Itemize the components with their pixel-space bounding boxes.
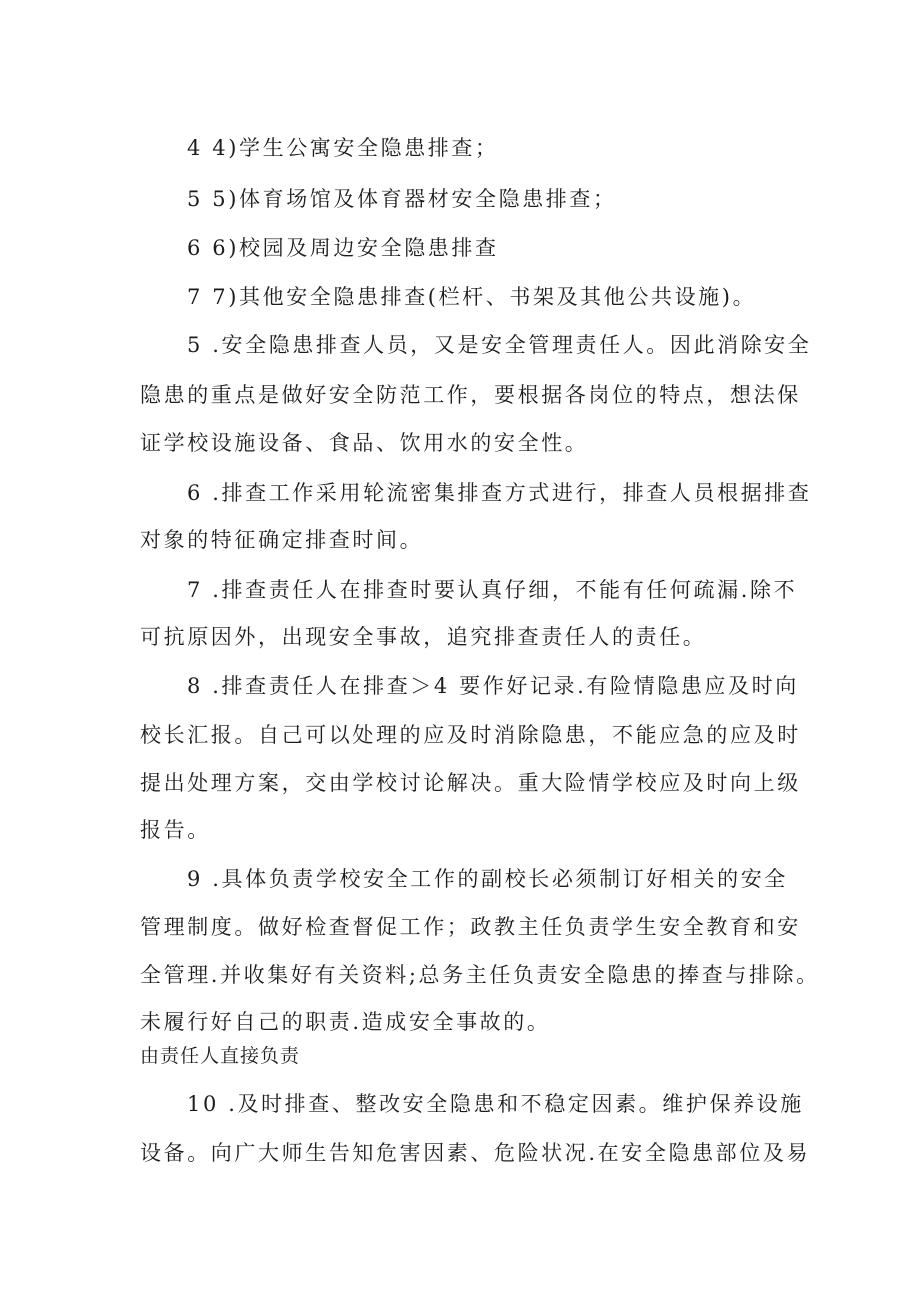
paragraph-9-line-3: 全管理.并收集好有关资料;总务主任负责安全隐患的捧查与排除。 [140,963,820,987]
paragraph-6-line-2: 对象的特征确定排查时间。 [140,528,424,552]
paragraph-5-line-2: 隐患的重点是做好安全防范工作，要根据各岗位的特点，想法保 [140,383,801,407]
list-item-4: 4 4)学生公寓安全隐患排查； [187,136,499,160]
paragraph-10-line-2: 设备。向广大师生告知危害因素、危险状况.在安全隐患部位及易 [140,1141,811,1165]
paragraph-7-line-1: 7 .排查责任人在排查时要认真仔细，不能有任何疏漏.除不 [187,578,798,602]
paragraph-6-line-1: 6 .排查工作采用轮流密集排查方式进行，排查人员根据排查 [187,481,812,505]
list-item-5: 5 5)体育场馆及体育器材安全隐患排查； [187,187,617,211]
paragraph-8-line-2: 校长汇报。自己可以处理的应及时消除隐患，不能应急的应及时 [140,723,801,747]
paragraph-8-line-3: 提出处理方案，交由学校讨论解决。重大险情学校应及时向上级 [140,771,801,795]
paragraph-9-line-4: 未履行好自己的职责.造成安全事故的。 [140,1010,551,1034]
paragraph-10-line-1: 10 .及时排查、整改安全隐患和不稳定因素。维护保养设施 [187,1092,804,1116]
paragraph-5-line-3: 证学校设施设备、食品、饮用水的安全性。 [140,431,589,455]
list-item-7: 7 7)其他安全隐患排查(栏杆、书架及其他公共设施)。 [187,285,757,309]
paragraph-9-line-1: 9 .具体负责学校安全工作的副校长必须制订好相关的安全 [187,867,788,891]
paragraph-8-line-1: 8 .排查责任人在排查＞4 要作好记录.有险情隐患应及时向 [187,674,799,698]
paragraph-8-line-4: 报告。 [140,818,211,842]
paragraph-7-line-2: 可抗原因外，出现安全事故，追究排查责任人的责任。 [140,625,707,649]
paragraph-9-line-5: 由责任人直接负责 [140,1045,301,1067]
paragraph-5-line-1: 5 .安全隐患排查人员，又是安全管理责任人。因此消除安全 [187,333,812,357]
list-item-6: 6 6)校园及周边安全隐患排查 [187,236,499,260]
paragraph-9-line-2: 管理制度。做好检查督促工作；政教主任负责学生安全教育和安 [140,915,801,939]
